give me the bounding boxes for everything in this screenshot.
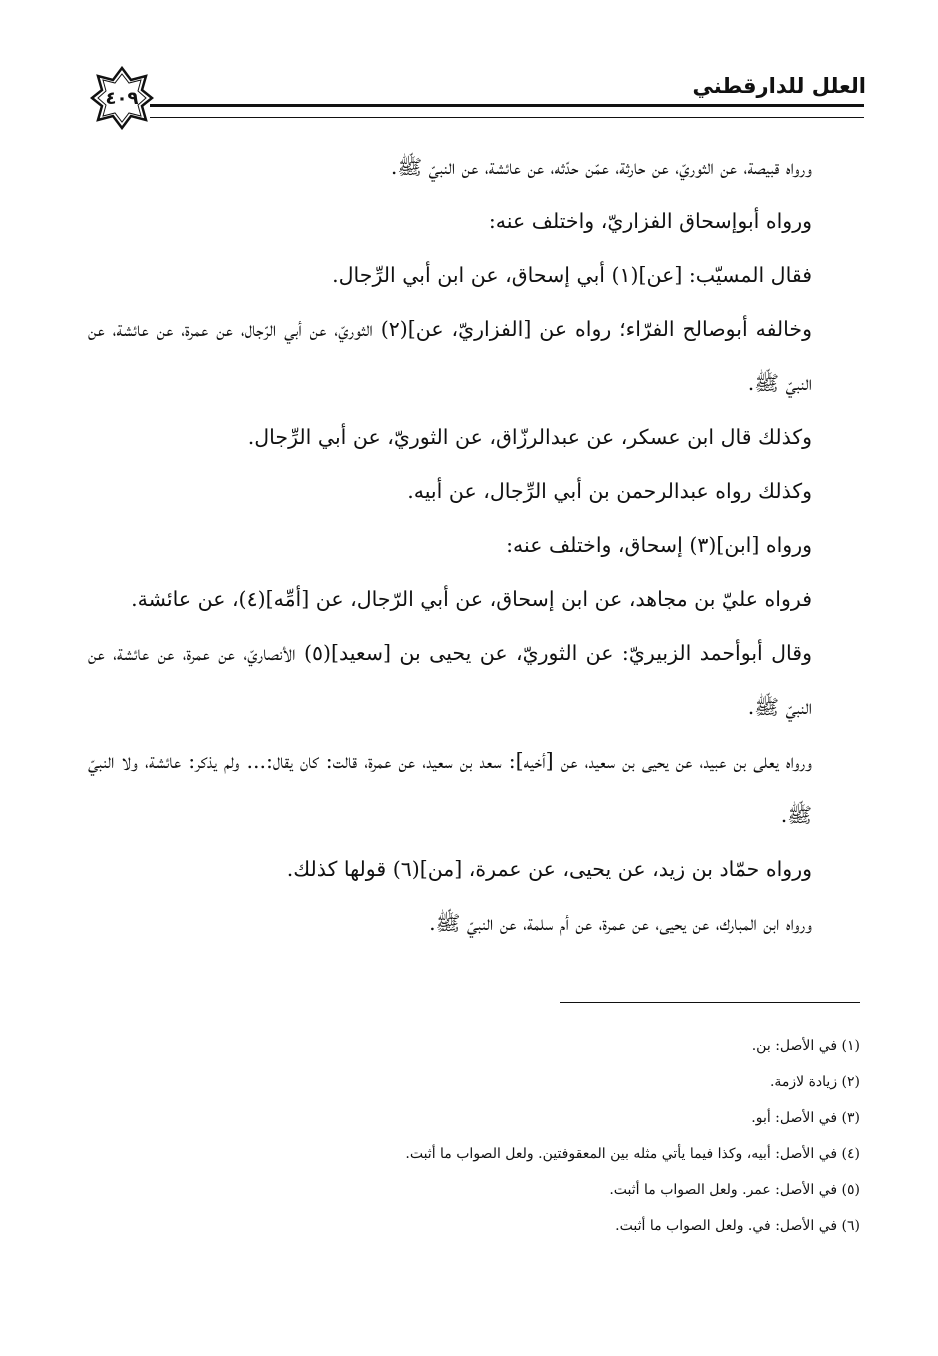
paragraph: وخالفه أبوصالح الفرّاء؛ رواه عن [الفزاريّ، عن](٢) الثوريّ، عن أبي الرّجال، عن عمرة، عن عائشة، عن النبيّ ﷺ. xyxy=(88,317,812,395)
paragraph: ورواه حمّاد بن زيد، عن يحيى، عن عمرة، [من](٦) قولها كذلك. xyxy=(286,857,812,881)
paragraph: ورواه أبوإسحاق الفزاريّ، واختلف عنه: xyxy=(488,209,812,233)
paragraph: وكذلك قال ابن عسكر، عن عبدالرزّاق، عن الثوريّ، عن أبي الرِّجال. xyxy=(247,425,812,449)
paragraph: ورواه قبيصة، عن الثوريّ، عن حارثة، عمّن حدّثه، عن عائشة، عن النبيّ ﷺ. xyxy=(390,155,812,179)
main-text xyxy=(88,140,864,950)
book-title: العلل للدارقطني xyxy=(692,74,866,98)
paragraph: ورواه [ابن](٣) إسحاق، واختلف عنه: xyxy=(506,533,812,557)
page-header xyxy=(92,66,872,128)
page-number: ٤٠٩ xyxy=(105,87,139,109)
footnotes xyxy=(200,1028,860,1244)
paragraph: ورواه يعلى بن عبيد، عن يحيى بن سعيد، عن [أخيه]: سعد بن سعيد، عن عمرة، قالت: كان يقال:... ولم يذكر: عائشة، ولا النبيّ ﷺ. xyxy=(88,749,812,827)
paragraph: وكذلك رواه عبدالرحمن بن أبي الرِّجال، عن أبيه. xyxy=(407,479,812,503)
footnote: (٥) في الأصل: عمر. ولعل الصواب ما أثبت. xyxy=(609,1182,860,1198)
footnote: (٣) في الأصل: أبو. xyxy=(751,1110,860,1126)
paragraph: وقال أبوأحمد الزبيريّ: عن الثوريّ، عن يحيى بن [سعيد](٥) الأنصاريّ، عن عمرة، عن عائشة، عن النبيّ ﷺ. xyxy=(88,641,812,719)
footnote: (٢) زيادة لازمة. xyxy=(769,1074,860,1090)
footnote: (٦) في الأصل: في. ولعل الصواب ما أثبت. xyxy=(615,1218,860,1234)
paragraph: فرواه عليّ بن مجاهد، عن ابن إسحاق، عن أبي الرّجال، عن [أمِّه](٤)، عن عائشة. xyxy=(131,587,812,611)
paragraph: ورواه ابن المبارك، عن يحيى، عن عمرة، عن أم سلمة، عن النبيّ ﷺ. xyxy=(429,911,812,935)
header-rule xyxy=(150,104,864,118)
footnote-separator xyxy=(560,1002,860,1003)
page-number-badge xyxy=(90,66,154,130)
paragraph: فقال المسيّب: [عن](١) أبي إسحاق، عن ابن أبي الرِّجال. xyxy=(332,263,812,287)
footnote: (١) في الأصل: بن. xyxy=(751,1038,860,1054)
footnote: (٤) في الأصل: أبيه، وكذا فيما يأتي مثله بين المعقوفتين. ولعل الصواب ما أثبت. xyxy=(405,1146,860,1162)
